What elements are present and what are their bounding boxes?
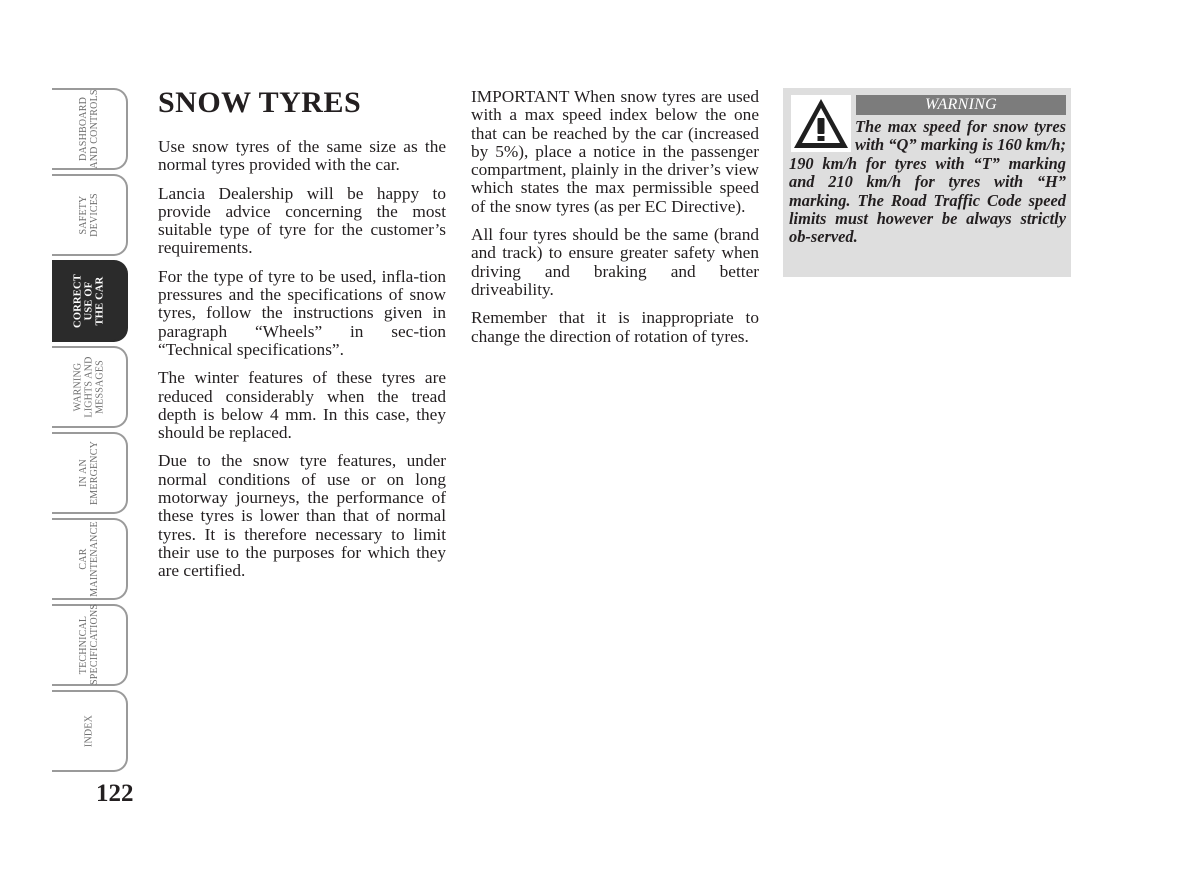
warning-heading: WARNING [856, 95, 1066, 115]
tab-label: TECHNICAL SPECIFICATIONS [78, 603, 100, 685]
paragraph: The winter features of these tyres are reduced considerably when the tread depth is below 4 mm. In this case, they should be replaced. [158, 368, 446, 443]
warning-text: The max speed for snow tyres with “Q” marking is 160 km/h; 190 km/h for tyres with “T” marking and 210 km/h for tyres with “H” marking. The Road Traffic Code speed limits must however be always strictly ob-served. [789, 117, 1066, 247]
paragraph: IMPORTANT When snow tyres are used with a max speed index below the one that can be reached by the car (increased by 5%), place a notice in the passenger compartment, plainly in the driver’s view which states the max permissible speed of the snow tyres (as per EC Directive). [471, 87, 759, 216]
tab-warning-lights-and-messages[interactable] [52, 346, 128, 428]
column-left [158, 88, 446, 591]
tab-label: CAR MAINTENANCE [78, 521, 100, 597]
paragraph: Due to the snow tyre features, under normal conditions of use or on long motorway journeys, the performance of these tyres is lower than that of normal tyres. It is therefore necessary to limit their use to the purposes for which they are certified. [158, 451, 446, 581]
paragraph: For the type of tyre to be used, infla-tion pressures and the specifications of snow tyres, follow the instructions given in paragraph “Wheels” in sec-tion “Technical specifications”. [158, 266, 446, 359]
tab-car-maintenance[interactable] [52, 518, 128, 600]
tab-label: DASHBOARD AND CONTROLS [78, 89, 100, 169]
column-middle [471, 88, 759, 356]
tab-safety-devices[interactable] [52, 174, 128, 256]
page-number: 122 [96, 780, 134, 807]
tab-technical-specifications[interactable] [52, 604, 128, 686]
tab-label: IN AN EMERGENCY [78, 440, 100, 506]
page-title: SNOW TYRES [158, 86, 362, 119]
warning-box [783, 88, 1071, 277]
tab-in-an-emergency[interactable] [52, 432, 128, 514]
paragraph: Use snow tyres of the same size as the normal tyres provided with the car. [158, 137, 446, 175]
paragraph: Remember that it is inappropriate to change the direction of rotation of tyres. [471, 308, 759, 346]
tab-label: WARNING LIGHTS AND MESSAGES [72, 356, 106, 418]
tab-label: CORRECT USE OF THE CAR [72, 274, 106, 328]
tab-label: SAFETY DEVICES [78, 193, 100, 237]
paragraph: Lancia Dealership will be happy to provide advice concerning the most suitable type of tyre for the customer’s requirements. [158, 183, 446, 258]
warning-text-block [789, 118, 1066, 247]
tab-correct-use-of-the-car[interactable] [52, 260, 128, 342]
tab-dashboard-and-controls[interactable] [52, 88, 128, 170]
tab-index[interactable] [52, 690, 128, 772]
paragraph: All four tyres should be the same (brand and track) to ensure greater safety when driving and braking and better driveability. [471, 225, 759, 299]
tab-label: INDEX [83, 714, 95, 748]
